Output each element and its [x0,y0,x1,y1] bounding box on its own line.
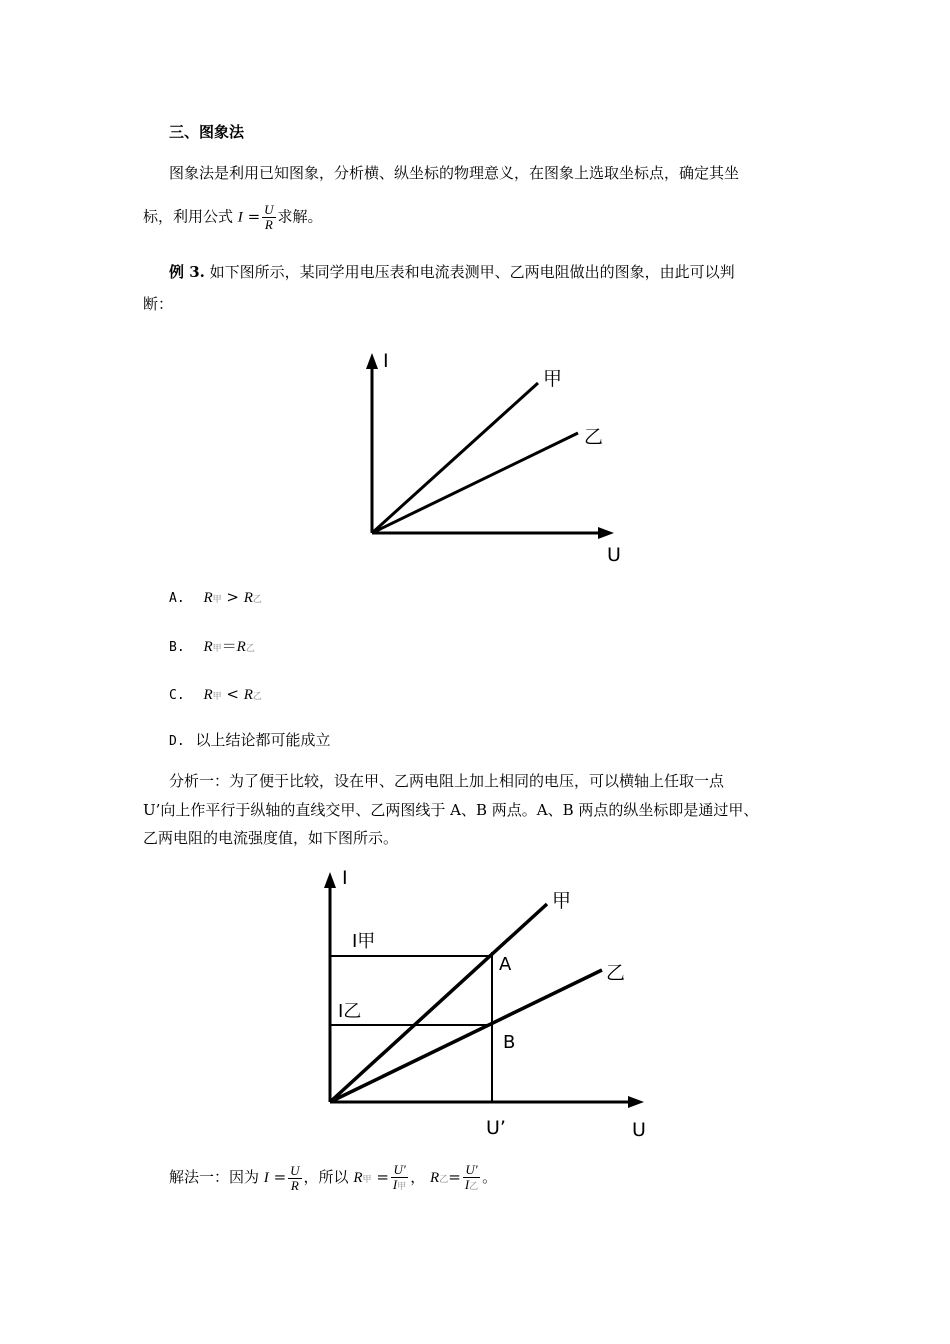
option-d-text: 以上结论都可能成立 [195,731,331,749]
fig2-x-label: U [632,1119,646,1141]
fig1-label-yi: 乙 [584,426,604,448]
option-a-left: R [203,590,213,606]
option-d-letter: D. [169,734,185,749]
fig1-x-label: U [607,544,621,566]
figure-2-graph [310,862,670,1147]
fig2-point-a: A [499,954,512,975]
analysis-line-3: 乙两电阻的电流强度值，如下图所示。 [143,829,399,847]
solution-prefix: 解法一：因为 [169,1168,260,1186]
fig2-point-b: B [503,1032,516,1053]
fig1-y-label: I [383,350,389,372]
solution-f2-lhs: R [353,1170,363,1186]
fig2-label-i-yi: I乙 [338,1001,362,1022]
intro-line-1: 图象法是利用已知图象，分析横、纵坐标的物理意义，在图象上选取坐标点，确定其坐 [169,164,740,182]
fig1-y-arrow [366,353,378,369]
section-title: 三、图象法 [169,123,245,141]
option-d [169,730,330,752]
intro-formula-eq: = [247,207,261,226]
option-a-letter: A. [169,591,185,606]
solution-f2-lhs-sub: 甲 [362,1175,372,1185]
fig1-line-jia [372,383,538,533]
intro-line-2 [143,203,323,232]
option-c-right-sub: 乙 [252,692,262,702]
solution-f2-den: I甲 [392,1177,407,1192]
example-text-1: 如下图所示，某同学用电压表和电流表测甲、乙两电阻做出的图象，由此可以判 [204,263,735,281]
fig2-y-arrow [324,872,336,888]
option-b-op: ＝ [221,637,237,655]
option-c [169,684,262,707]
solution-f1-den: R [290,1177,299,1193]
fig1-line-yi [372,433,578,533]
option-b-left-sub: 甲 [212,644,222,654]
fig2-label-yi: 乙 [606,962,626,984]
fig2-u-prime-label: U’ [486,1117,506,1139]
solution-f3-lhs: R [430,1170,440,1186]
analysis-line-2: U’向上作平行于纵轴的直线交甲、乙两图线于 A、B 两点。A、B 两点的纵坐标即是通过甲、 [143,801,759,819]
figure-1-graph [340,345,640,575]
solution-f3-den: I乙 [464,1177,479,1192]
option-a-left-sub: 甲 [212,595,222,605]
fraction-denominator: R [264,217,273,232]
solution-end: 。 [482,1168,498,1186]
solution-f2-num: U' [391,1163,408,1178]
fig1-x-arrow [598,527,614,539]
option-c-left: R [203,687,213,703]
intro-suffix: 求解。 [277,207,323,226]
fig2-label-i-jia: I甲 [352,931,376,952]
fig2-line-yi [330,970,602,1102]
solution-f1-num: U [290,1162,300,1178]
example-line-2: 断： [143,295,174,313]
example-line-1 [169,262,735,282]
solution-f3-fraction [463,1163,480,1193]
fig2-x-arrow [628,1096,644,1108]
solution-f1-lhs: I [263,1170,269,1186]
analysis-line-1: 分析一：为了便于比较，设在甲、乙两电阻上加上相同的电压，可以横轴上任取一点 [169,772,725,790]
fig1-label-jia: 甲 [543,368,563,390]
option-a [169,587,262,610]
fraction-numerator: U [264,202,274,217]
option-b-letter: B. [169,640,185,655]
solution-f2-fraction [391,1163,408,1193]
option-a-right-sub: 乙 [252,595,262,605]
solution-f1-fraction [288,1164,301,1193]
option-a-right: R [243,590,253,606]
option-c-op: < [221,685,244,703]
example-label: 例 3. [169,263,205,281]
option-b [169,636,255,659]
option-c-left-sub: 甲 [212,692,222,702]
intro-prefix: 标，利用公式 [143,207,234,226]
option-b-right: R [236,639,246,655]
solution-f3-num: U' [463,1163,480,1178]
fig2-y-label: I [342,867,348,889]
solution-mid: ，所以 [303,1168,349,1186]
solution-line: 解法一：因为 I = $\frac{U}{R}$ ，所以 R甲 = $\frac{U'}{\text{I甲}}$ ， R乙= $\frac{U'}{\text{I乙}}$ 。 [169,1162,498,1193]
option-b-right-sub: 乙 [245,644,255,654]
fig2-label-jia: 甲 [552,890,572,912]
solution-f3-lhs-sub: 乙 [439,1175,449,1185]
option-c-right: R [243,687,253,703]
option-c-letter: C. [169,688,185,703]
option-a-op: > [221,588,244,606]
intro-fraction [262,203,275,232]
intro-formula-lhs: I [237,209,243,226]
option-b-left: R [203,639,213,655]
solution-sep: ， [410,1168,426,1186]
